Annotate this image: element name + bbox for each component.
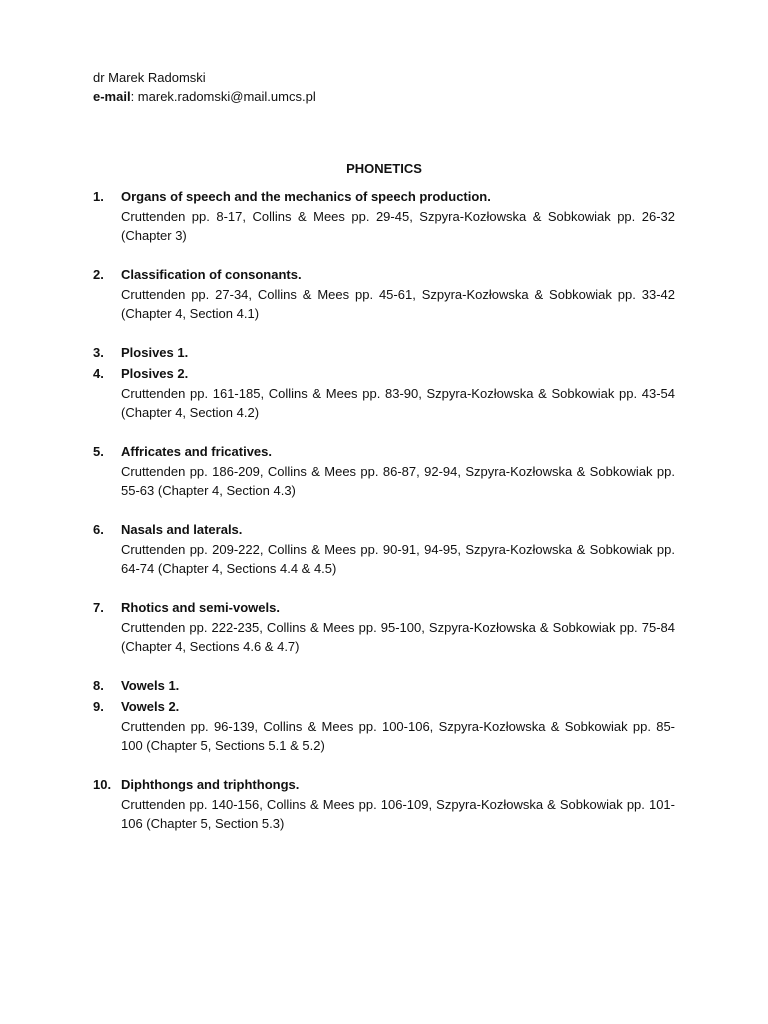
topic-item [93,187,675,245]
topic-number: 9. [93,699,104,714]
topic-reading: Cruttenden pp. 140-156, Collins & Mees pp. 106-109, Szpyra-Kozłowska & Sobkowiak pp. 101-106 (Chapter 5, Section 5.3) [121,797,675,831]
topic-item [93,520,675,578]
topic-item [93,697,675,755]
topic-reading: Cruttenden pp. 96-139, Collins & Mees pp. 100-106, Szpyra-Kozłowska & Sobkowiak pp. 85-100 (Chapter 5, Sections 5.1 & 5.2) [121,719,675,753]
topic-reading: Cruttenden pp. 27-34, Collins & Mees pp. 45-61, Szpyra-Kozłowska & Sobkowiak pp. 33-42 (Chapter 4, Section 4.1) [121,287,675,321]
email-line [93,87,675,106]
topic-reading: Cruttenden pp. 222-235, Collins & Mees pp. 95-100, Szpyra-Kozłowska & Sobkowiak pp. 75-84 (Chapter 4, Sections 4.6 & 4.7) [121,620,675,654]
topic-item [93,598,675,656]
topic-list [93,187,675,833]
topic-number: 6. [93,522,104,537]
topic-number: 3. [93,345,104,360]
topic-number: 2. [93,267,104,282]
topic-item [93,676,675,695]
topic-item [93,364,675,422]
topic-number: 5. [93,444,104,459]
topic-title: Affricates and fricatives. [121,444,273,459]
author-name: dr Marek Radomski [93,70,206,85]
topic-title: Diphthongs and triphthongs. [121,777,300,792]
topic-reading: Cruttenden pp. 209-222, Collins & Mees pp. 90-91, 94-95, Szpyra-Kozłowska & Sobkowiak pp. 64-74 (Chapter 4, Sections 4.4 & 4.5) [121,542,675,576]
topic-item [93,775,675,833]
topic-title: Rhotics and semi-vowels. [121,600,280,615]
topic-item [93,343,675,362]
topic-number: 4. [93,366,104,381]
topic-reading: Cruttenden pp. 186-209, Collins & Mees pp. 86-87, 92-94, Szpyra-Kozłowska & Sobkowiak pp. 55-63 (Chapter 4, Section 4.3) [121,464,675,498]
topic-reading: Cruttenden pp. 161-185, Collins & Mees pp. 83-90, Szpyra-Kozłowska & Sobkowiak pp. 43-54 (Chapter 4, Section 4.2) [121,386,675,420]
topic-number: 8. [93,678,104,693]
topic-number: 7. [93,600,104,615]
topic-title: Nasals and laterals. [121,522,243,537]
topic-title: Plosives 1. [121,345,189,360]
topic-title: Plosives 2. [121,366,189,381]
topic-reading: Cruttenden pp. 8-17, Collins & Mees pp. 29-45, Szpyra-Kozłowska & Sobkowiak pp. 26-32 (Chapter 3) [121,209,675,243]
email-address: : marek.radomski@mail.umcs.pl [130,89,316,104]
topic-number: 1. [93,189,104,204]
topic-title: Organs of speech and the mechanics of speech production. [121,189,491,204]
topic-title: Vowels 1. [121,678,180,693]
topic-title: Vowels 2. [121,699,180,714]
topic-title: Classification of consonants. [121,267,302,282]
topic-item [93,442,675,500]
email-label: e-mail [93,89,131,104]
topic-number: 10. [93,777,112,792]
page-title: PHONETICS [346,161,422,176]
topic-item [93,265,675,323]
